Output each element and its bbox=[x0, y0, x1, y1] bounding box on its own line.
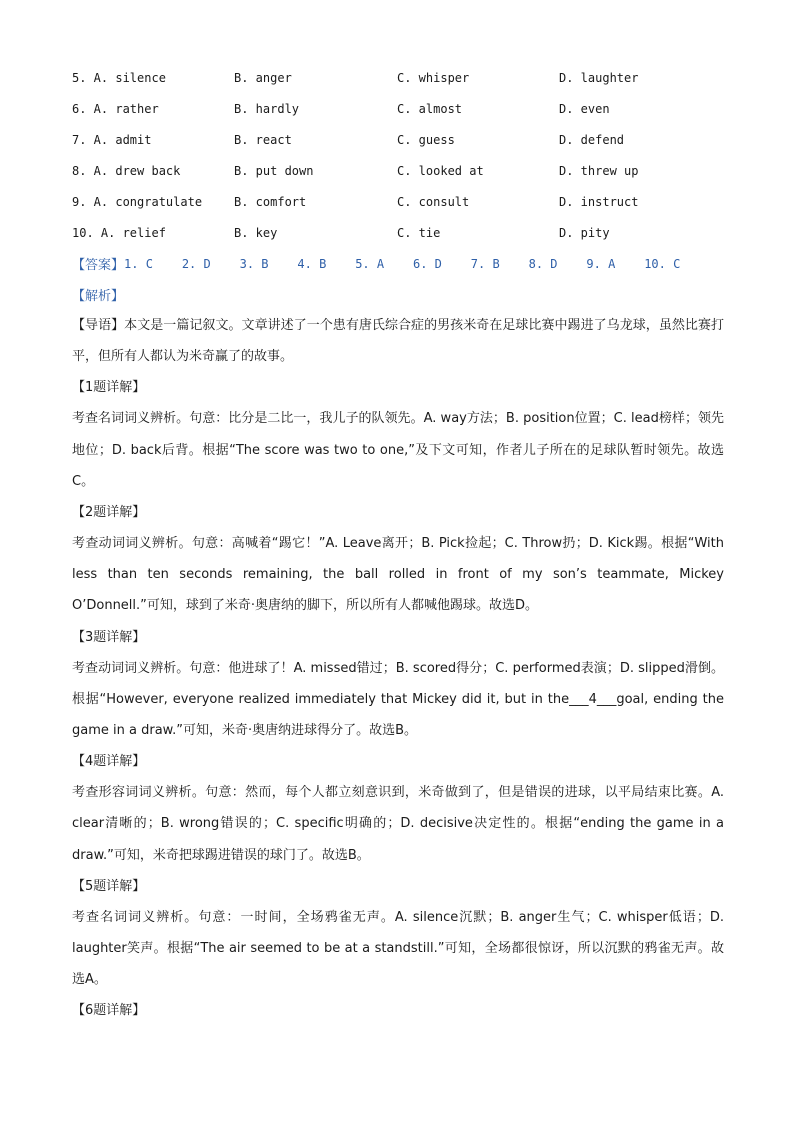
option-row-8 bbox=[72, 155, 724, 186]
option-a: 10. A. relief bbox=[72, 225, 166, 240]
detail-heading-4: 【4题详解】 bbox=[72, 754, 146, 770]
options-list bbox=[72, 62, 724, 248]
option-d: D. instruct bbox=[559, 194, 639, 209]
analysis-label: 【解析】 bbox=[72, 289, 125, 304]
guide-paragraph: 【导语】本文是一篇记叙文。文章讲述了一个患有唐氏综合症的男孩米奇在足球比赛中踢进了乌龙球，虽然比赛打平，但所有人都认为米奇赢了的故事。 bbox=[72, 318, 724, 365]
option-row-10 bbox=[72, 217, 724, 248]
option-a: 6. A. rather bbox=[72, 101, 159, 116]
analysis-heading bbox=[72, 279, 724, 310]
option-c: C. consult bbox=[397, 194, 470, 209]
option-row-9 bbox=[72, 186, 724, 217]
detail-text-1: 考查名词词义辨析。句意：比分是二比一，我儿子的队领先。A. way方法；B. position位置；C. lead榜样；领先地位；D. back后背。根据“The score was two to one,”及下文可知，作者儿子所在的足球队暂时领先。故选C。 bbox=[72, 411, 724, 489]
option-d: D. defend bbox=[559, 132, 625, 147]
option-a: 8. A. drew back bbox=[72, 163, 181, 178]
option-row-6 bbox=[72, 93, 724, 124]
option-d: D. pity bbox=[559, 225, 610, 240]
option-a: 9. A. congratulate bbox=[72, 194, 203, 209]
detail-text-3: 考查动词词义辨析。句意：他进球了！A. missed错过；B. scored得分；C. performed表演；D. slipped滑倒。根据“However, everyone realized immediately that Mickey did it, but in the___4___goal, ending the game in a draw.”可知，米奇·奥唐纳进球得分了。故选B。 bbox=[72, 660, 724, 739]
option-row-5 bbox=[72, 62, 724, 93]
detail-heading-2: 【2题详解】 bbox=[72, 505, 146, 521]
detail-text-5: 考查名词词义辨析。句意：一时间，全场鸦雀无声。A. silence沉默；B. anger生气；C. whisper低语；D. laughter笑声。根据“The air seemed to be at a standstill.”可知，全场都很惊讶，所以沉默的鸦雀无声。故选A。 bbox=[72, 909, 724, 988]
option-b: B. put down bbox=[234, 163, 314, 178]
option-c: C. tie bbox=[397, 225, 441, 240]
option-d: D. even bbox=[559, 101, 610, 116]
option-b: B. anger bbox=[234, 70, 292, 85]
detail-text-4: 考查形容词词义辨析。句意：然而，每个人都立刻意识到，米奇做到了，但是错误的进球，以平局结束比赛。A. clear清晰的；B. wrong错误的；C. specific明确的；D. decisive决定性的。根据“ending the game in a draw.”可知，米奇把球踢进错误的球门了。故选B。 bbox=[72, 785, 724, 863]
option-c: C. almost bbox=[397, 101, 463, 116]
detail-heading-6: 【6题详解】 bbox=[72, 1003, 146, 1019]
option-b: B. comfort bbox=[234, 194, 307, 209]
option-c: C. whisper bbox=[397, 70, 470, 85]
detail-heading-1: 【1题详解】 bbox=[72, 380, 146, 396]
option-row-7 bbox=[72, 124, 724, 155]
option-b: B. key bbox=[234, 225, 278, 240]
document-page bbox=[72, 62, 724, 1026]
option-c: C. looked at bbox=[397, 163, 484, 178]
option-b: B. react bbox=[234, 132, 292, 147]
answer-label: 【答案】 bbox=[72, 258, 125, 273]
answer-key bbox=[72, 248, 724, 279]
option-d: D. threw up bbox=[559, 163, 639, 178]
option-b: B. hardly bbox=[234, 101, 300, 116]
detail-heading-5: 【5题详解】 bbox=[72, 878, 146, 894]
detail-text-2: 考查动词词义辨析。句意：高喊着“踢它！”A. Leave离开；B. Pick捡起；C. Throw扔；D. Kick踢。根据“With less than ten seconds remaining, the ball rolled in front of my son’s teammate, Mickey O’Donnell.”可知，球到了米奇·奥唐纳的脚下，所以所有人都喊他踢球。故选D。 bbox=[72, 536, 724, 614]
option-d: D. laughter bbox=[559, 70, 639, 85]
detail-heading-3: 【3题详解】 bbox=[72, 629, 146, 645]
answer-list: 1. C 2. D 3. B 4. B 5. A 6. D 7. B 8. D 9. A 10. C bbox=[124, 256, 681, 271]
option-c: C. guess bbox=[397, 132, 455, 147]
option-a: 5. A. silence bbox=[72, 70, 166, 85]
option-a: 7. A. admit bbox=[72, 132, 152, 147]
